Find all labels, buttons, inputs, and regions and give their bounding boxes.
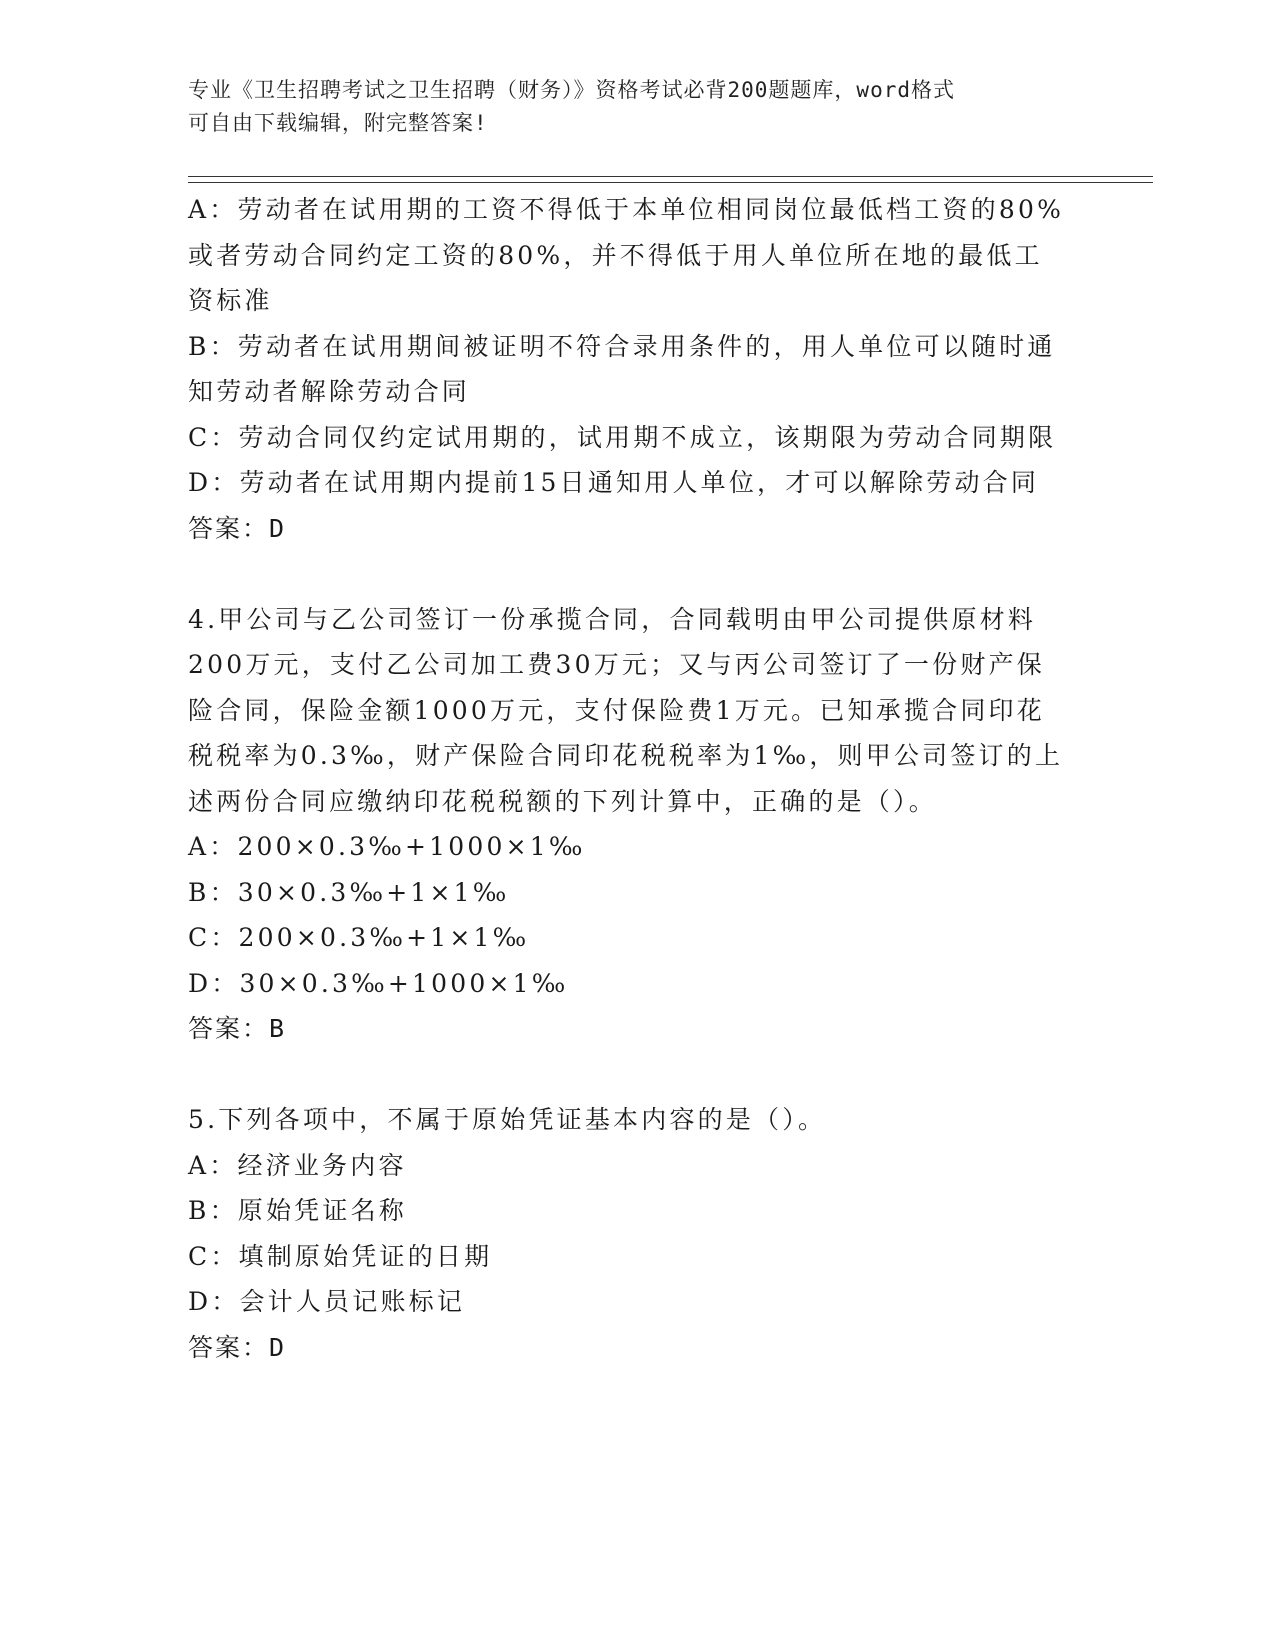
question-4-stem-line-4: 税税率为0.3‰，财产保险合同印花税税率为1‰，则甲公司签订的上 (188, 741, 1064, 770)
question-3-option-a-line-2: 或者劳动合同约定工资的80%，并不得低于用人单位所在地的最低工 (188, 240, 1043, 270)
question-3-answer: 答案：D (188, 513, 287, 543)
question-4-option-a: A：200×0.3‰+1000×1‰ (188, 832, 586, 861)
header-title-line-1: 专业《卫生招聘考试之卫生招聘（财务）》资格考试必背200题题库，word格式 (188, 78, 955, 102)
question-3-option-a-line-1: A：劳动者在试用期的工资不得低于本单位相同岗位最低档工资的80% (188, 195, 1065, 224)
question-5 (188, 1097, 1088, 1370)
question-4-option-b: B：30×0.3‰+1×1‰ (188, 877, 510, 907)
question-4-answer: 答案：B (188, 1014, 287, 1043)
question-4-option-c: C：200×0.3‰+1×1‰ (188, 923, 530, 952)
question-5-option-b: B：原始凭证名称 (188, 1196, 407, 1225)
question-5-stem: 5.下列各项中，不属于原始凭证基本内容的是（）。 (188, 1105, 827, 1134)
question-3 (188, 187, 1088, 551)
question-4-stem-line-3: 险合同，保险金额1000万元，支付保险费1万元。已知承揽合同印花 (188, 695, 1045, 725)
header-divider-bottom (188, 182, 1153, 183)
question-4 (188, 597, 1088, 1052)
question-spacer (188, 551, 1088, 597)
question-5-option-c: C：填制原始凭证的日期 (188, 1241, 493, 1271)
question-3-option-b-line-1: B：劳动者在试用期间被证明不符合录用条件的，用人单位可以随时通 (188, 331, 1056, 361)
question-5-option-d: D：会计人员记账标记 (188, 1287, 466, 1316)
question-3-option-d: D：劳动者在试用期内提前15日通知用人单位，才可以解除劳动合同 (188, 468, 1040, 497)
question-4-stem-line-1: 4.甲公司与乙公司签订一份承揽合同，合同载明由甲公司提供原材料 (188, 604, 1037, 634)
question-5-option-a: A：经济业务内容 (188, 1150, 407, 1180)
question-4-stem-line-5: 述两份合同应缴纳印花税税额的下列计算中，正确的是（）。 (188, 786, 937, 816)
document-header (188, 74, 1068, 140)
question-3-option-a-line-3: 资标准 (188, 286, 273, 315)
header-divider-top (188, 176, 1153, 177)
question-4-option-d: D：30×0.3‰+1000×1‰ (188, 968, 569, 998)
question-5-answer: 答案：D (188, 1332, 287, 1362)
question-4-stem-line-2: 200万元，支付乙公司加工费30万元；又与丙公司签订了一份财产保 (188, 650, 1045, 679)
header-title-line-2: 可自由下载编辑，附完整答案! (188, 111, 488, 135)
question-list (188, 187, 1088, 1370)
question-3-option-b-line-2: 知劳动者解除劳动合同 (188, 377, 471, 406)
question-spacer (188, 1052, 1088, 1098)
question-3-option-c: C：劳动合同仅约定试用期的，试用期不成立，该期限为劳动合同期限 (188, 422, 1057, 452)
